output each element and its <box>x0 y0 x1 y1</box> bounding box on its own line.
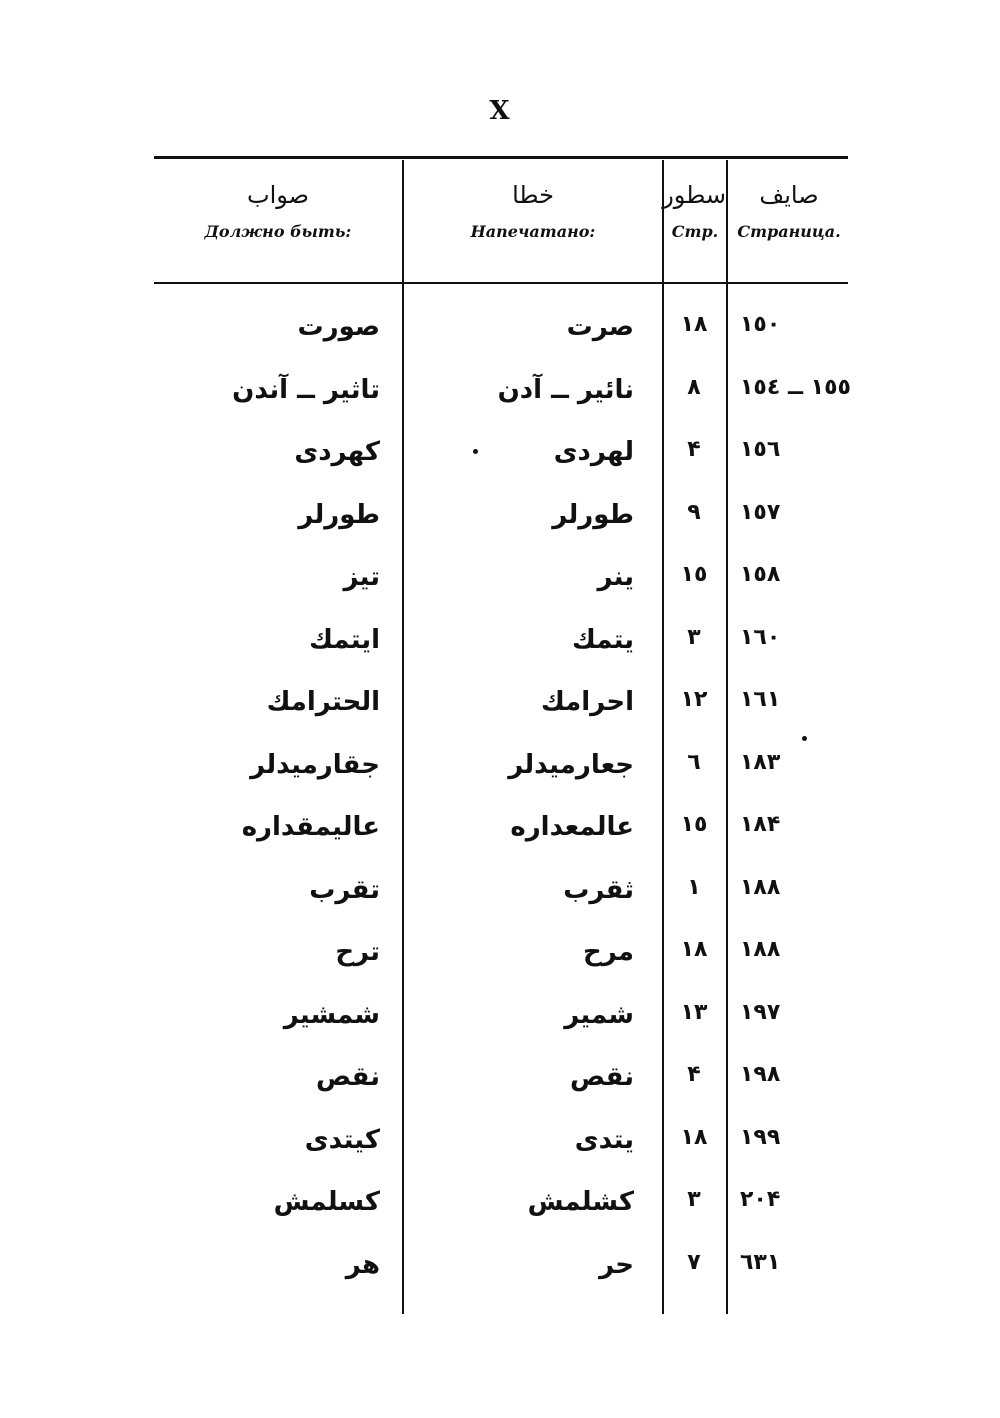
correct-cell: شمشير <box>283 999 380 1030</box>
table-row <box>0 675 1000 738</box>
line-cell: ١٨ <box>680 937 708 962</box>
page-cell: ١٨۴ <box>740 812 781 837</box>
table-row <box>0 613 1000 676</box>
line-cell: ۴ <box>687 437 701 462</box>
page-cell: ١٦٠ <box>740 624 781 650</box>
printed-cell: شمير <box>564 999 634 1030</box>
line-cell: ٧ <box>687 1249 701 1275</box>
correct-cell: طورلر <box>298 499 380 530</box>
header-page-arabic: صايف <box>759 181 819 209</box>
line-cell: ١ <box>687 874 701 900</box>
printed-cell: ينر <box>597 562 634 592</box>
header-rule <box>154 282 848 284</box>
line-cell: ١٥ <box>680 562 708 587</box>
page-cell: ١٨٣ <box>740 749 781 775</box>
table-row <box>0 738 1000 801</box>
header-line-russian: Стр. <box>671 222 719 241</box>
header-line <box>664 180 726 241</box>
page-cell: ١٥٥ ــ ١٥٤ <box>740 374 851 400</box>
correct-cell: جقارميدلر <box>250 749 380 780</box>
line-cell: ١٢ <box>680 687 708 712</box>
printed-cell: مرح <box>582 937 634 967</box>
line-cell: ۴ <box>687 1062 701 1087</box>
table-row <box>0 1238 1000 1301</box>
table-row <box>0 363 1000 426</box>
header-page-russian: Страница. <box>737 222 841 241</box>
table-row <box>0 1050 1000 1113</box>
table-row <box>0 1113 1000 1176</box>
line-cell: ١٣ <box>680 999 708 1025</box>
correct-cell: تقرب <box>309 874 380 905</box>
header-printed <box>408 180 658 241</box>
header-printed-arabic: خطا <box>512 181 554 209</box>
table-row <box>0 863 1000 926</box>
printed-cell: نائير ــ آدن <box>497 374 634 405</box>
errata-table-body <box>0 300 1000 1300</box>
table-row <box>0 800 1000 863</box>
printed-cell: يتمك <box>571 624 634 655</box>
page-cell: ١٥٨ <box>740 562 781 587</box>
printed-cell: صرت <box>566 312 634 342</box>
page-cell: ٦٣١ <box>740 1249 781 1275</box>
correct-cell: كيتدى <box>304 1124 380 1155</box>
line-cell: ١٨ <box>680 312 708 337</box>
ink-speck <box>473 449 478 454</box>
correct-cell: عاليمقداره <box>241 812 380 842</box>
page-cell: ١٨٨ <box>740 937 781 962</box>
page-number: X <box>489 96 511 126</box>
line-cell: ١٥ <box>680 812 708 837</box>
table-row <box>0 925 1000 988</box>
correct-cell: كسلمش <box>273 1187 380 1217</box>
correct-cell: تاثير ــ آندن <box>232 374 380 405</box>
printed-cell: حر <box>599 1249 634 1280</box>
table-row <box>0 1175 1000 1238</box>
table-row <box>0 550 1000 613</box>
header-correct <box>160 180 396 241</box>
line-cell: ٣ <box>687 624 701 650</box>
correct-cell: كهردى <box>294 437 380 467</box>
header-correct-russian: Должно быть: <box>204 222 352 241</box>
top-rule <box>154 156 848 159</box>
page-cell: ١٩٧ <box>740 999 781 1025</box>
table-row <box>0 988 1000 1051</box>
printed-cell: احرامك <box>540 687 634 717</box>
line-cell: ٦ <box>687 749 701 775</box>
correct-cell: هر <box>345 1249 380 1280</box>
page-cell: ١٨٨ <box>740 874 781 900</box>
page-cell: ٢٠۴ <box>740 1187 781 1212</box>
table-row <box>0 488 1000 551</box>
correct-cell: ترح <box>335 937 380 967</box>
table-row <box>0 425 1000 488</box>
printed-cell: جعارميدلر <box>508 749 634 780</box>
printed-cell: كشلمش <box>527 1187 634 1217</box>
header-printed-russian: Напечатано: <box>470 222 596 241</box>
ink-speck <box>802 736 807 741</box>
line-cell: ٩ <box>687 499 701 525</box>
header-correct-arabic: صواب <box>246 181 310 209</box>
correct-cell: نقص <box>316 1062 380 1092</box>
printed-cell: لهردى <box>553 437 634 467</box>
page-cell: ١٥٧ <box>740 499 781 525</box>
printed-cell: ثقرب <box>563 874 634 905</box>
printed-cell: نقص <box>570 1062 634 1092</box>
correct-cell: الحترامك <box>266 687 380 717</box>
page-cell: ١٥٦ <box>740 437 781 462</box>
page-cell: ١٥٠ <box>740 312 781 337</box>
table-row <box>0 300 1000 363</box>
correct-cell: صورت <box>297 312 380 342</box>
printed-cell: يتدى <box>574 1124 634 1155</box>
line-cell: ٣ <box>687 1187 701 1212</box>
page-cell: ١٩٩ <box>740 1124 781 1150</box>
page-cell: ١٩٨ <box>740 1062 781 1087</box>
printed-cell: طورلر <box>552 499 634 530</box>
header-line-arabic: سطور <box>662 181 726 209</box>
page-cell: ١٦١ <box>740 687 781 712</box>
line-cell: ١٨ <box>680 1124 708 1150</box>
line-cell: ٨ <box>687 374 701 400</box>
printed-cell: عالمعداره <box>510 812 634 842</box>
correct-cell: تيز <box>343 562 380 592</box>
correct-cell: ايتمك <box>309 624 380 655</box>
header-page <box>730 180 848 241</box>
